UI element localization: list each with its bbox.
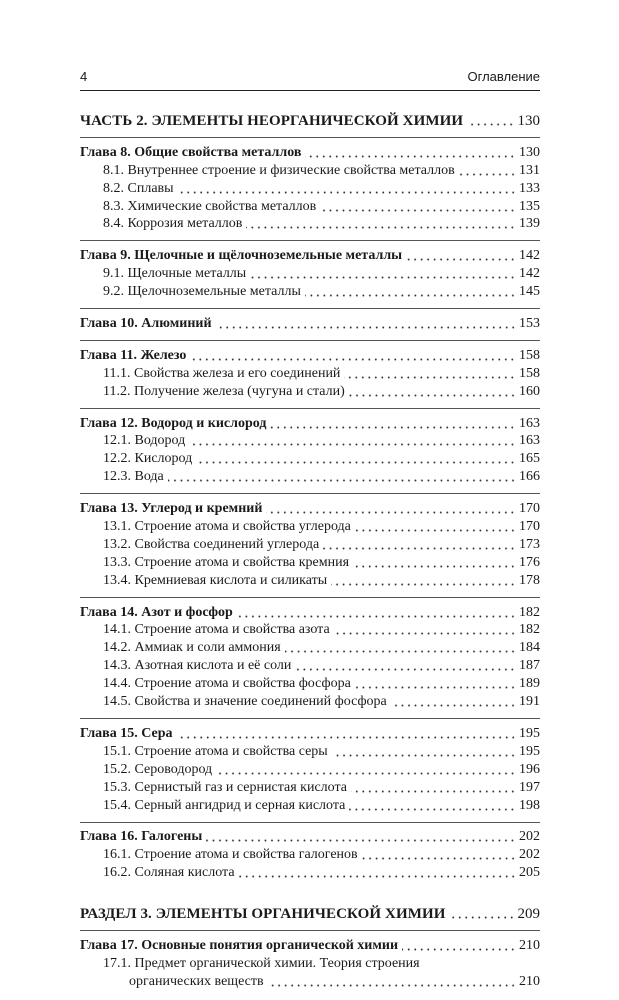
section-entry[interactable] xyxy=(80,863,540,881)
chapter-title: Глава 17. Основные понятия органической химии xyxy=(80,938,399,954)
page-ref: 158 xyxy=(519,347,540,363)
section-title: 15.3. Сернистый газ и сернистая кислота xyxy=(103,779,347,795)
section-entry[interactable] xyxy=(80,621,540,639)
section-title: 17.1. Предмет органической химии. Теория строения xyxy=(103,955,420,971)
page-ref: 130 xyxy=(517,113,540,129)
dot-leader xyxy=(295,658,516,674)
chapter-entry[interactable] xyxy=(80,499,540,517)
page-ref: 165 xyxy=(519,451,540,467)
page-ref: 209 xyxy=(517,906,540,923)
dot-leader xyxy=(189,433,516,449)
chapter-entry[interactable] xyxy=(80,828,540,846)
section-entry[interactable] xyxy=(80,161,540,179)
chapter-entry[interactable] xyxy=(80,414,540,432)
page-ref: 163 xyxy=(519,415,540,431)
page-ref: 173 xyxy=(519,536,540,552)
dot-leader xyxy=(334,622,516,638)
divider xyxy=(80,340,540,341)
section-title: 8.1. Внутреннее строение и физические свойства металлов xyxy=(103,162,455,178)
chapter-entry[interactable] xyxy=(80,346,540,364)
dot-leader xyxy=(305,145,516,161)
section-entry[interactable] xyxy=(80,282,540,300)
dot-leader xyxy=(332,744,516,760)
dot-leader xyxy=(406,248,516,264)
dot-leader xyxy=(344,366,516,382)
section-title-continued: органических веществ xyxy=(129,973,264,989)
dot-leader xyxy=(459,163,516,179)
page-ref: 142 xyxy=(519,248,540,264)
chapter-title: Глава 10. Алюминий xyxy=(80,316,212,332)
part-heading[interactable] xyxy=(80,903,540,922)
dot-leader xyxy=(349,384,516,400)
divider xyxy=(80,408,540,409)
dot-leader xyxy=(355,676,516,692)
section-entry[interactable] xyxy=(80,517,540,535)
dot-leader xyxy=(450,906,515,922)
dot-leader xyxy=(402,938,516,954)
table-of-contents xyxy=(80,110,540,990)
page-ref: 131 xyxy=(519,162,540,178)
chapter-title: Глава 15. Сера xyxy=(80,725,173,741)
dot-leader xyxy=(266,501,516,517)
section-title: 16.2. Соляная кислота xyxy=(103,865,235,881)
part-title: ЧАСТЬ 2. ЭЛЕМЕНТЫ НЕОРГАНИЧЕСКОЙ ХИМИИ xyxy=(80,113,464,129)
dot-leader xyxy=(467,113,514,129)
page-ref: 158 xyxy=(519,365,540,381)
part-heading[interactable] xyxy=(80,110,540,129)
page-ref: 205 xyxy=(519,865,540,881)
dot-leader xyxy=(349,798,516,814)
chapter-entry[interactable] xyxy=(80,143,540,161)
section-entry[interactable] xyxy=(80,535,540,553)
page-ref: 139 xyxy=(519,216,540,232)
section-title: 8.4. Коррозия металлов xyxy=(103,216,243,232)
page-ref: 170 xyxy=(519,501,540,517)
page-ref: 197 xyxy=(519,779,540,795)
section-entry[interactable] xyxy=(80,638,540,656)
page-ref: 145 xyxy=(519,284,540,300)
divider xyxy=(80,137,540,138)
dot-leader xyxy=(206,829,516,845)
section-title: 15.2. Сероводород xyxy=(103,761,213,777)
section-title: 13.4. Кремниевая кислота и силикаты xyxy=(103,572,328,588)
chapter-title: Глава 13. Углерод и кремний xyxy=(80,501,263,517)
section-title: 8.3. Химические свойства металлов xyxy=(103,198,317,214)
chapter-entry[interactable] xyxy=(80,724,540,742)
page-ref: 153 xyxy=(519,316,540,332)
page-ref: 182 xyxy=(519,622,540,638)
page-ref: 210 xyxy=(519,938,540,954)
section-title: 13.1. Строение атома и свойства углерода xyxy=(103,519,351,535)
page-ref: 187 xyxy=(519,658,540,674)
section-title: 9.2. Щелочноземельные металлы xyxy=(103,284,301,300)
dot-leader xyxy=(216,316,516,332)
section-entry[interactable] xyxy=(80,954,540,990)
dot-leader xyxy=(239,865,516,881)
section-title: 14.3. Азотная кислота и её соли xyxy=(103,658,292,674)
chapter-title: Глава 14. Азот и фосфор xyxy=(80,604,233,620)
dot-leader xyxy=(178,181,516,197)
divider xyxy=(80,718,540,719)
section-entry[interactable] xyxy=(80,215,540,233)
chapter-entry[interactable] xyxy=(80,936,540,954)
chapter-entry[interactable] xyxy=(80,246,540,264)
page-ref: 163 xyxy=(519,433,540,449)
section-title: 11.2. Получение железа (чугуна и стали) xyxy=(103,383,345,399)
section-entry[interactable] xyxy=(80,760,540,778)
page-ref: 178 xyxy=(519,572,540,588)
section-title: 11.1. Свойства железа и его соединений xyxy=(103,365,341,381)
part-title: РАЗДЕЛ 3. ЭЛЕМЕНТЫ ОРГАНИЧЕСКОЙ ХИМИИ xyxy=(80,906,446,923)
page-ref: 170 xyxy=(519,519,540,535)
section-title: 16.1. Строение атома и свойства галогенов xyxy=(103,847,358,863)
page-ref: 133 xyxy=(519,180,540,196)
chapter-entry[interactable] xyxy=(80,603,540,621)
divider xyxy=(80,493,540,494)
dot-leader xyxy=(305,284,516,300)
section-entry[interactable] xyxy=(80,845,540,863)
chapter-title: Глава 11. Железо xyxy=(80,347,187,363)
chapter-entry[interactable] xyxy=(80,314,540,332)
page-ref: 176 xyxy=(519,554,540,570)
page-ref: 210 xyxy=(519,973,540,989)
section-entry[interactable] xyxy=(80,778,540,796)
dot-leader xyxy=(250,266,516,282)
running-title: Оглавление xyxy=(467,69,540,84)
chapter-list xyxy=(80,143,540,881)
section-title: 15.1. Строение атома и свойства серы xyxy=(103,743,328,759)
dot-leader xyxy=(177,726,516,742)
page-ref: 196 xyxy=(519,761,540,777)
page-ref: 135 xyxy=(519,198,540,214)
section-title: 12.3. Вода xyxy=(103,469,164,485)
section-title: 12.1. Водород xyxy=(103,433,186,449)
page-ref: 198 xyxy=(519,797,540,813)
dot-leader xyxy=(246,216,516,232)
dot-leader xyxy=(323,537,516,553)
section-title: 14.2. Аммиак и соли аммония xyxy=(103,640,281,656)
section-entry[interactable] xyxy=(80,449,540,467)
section-entry[interactable] xyxy=(80,179,540,197)
section-entry[interactable] xyxy=(80,674,540,692)
section-title: 12.2. Кислород xyxy=(103,451,193,467)
dot-leader xyxy=(196,451,516,467)
dot-leader xyxy=(355,519,516,535)
dot-leader xyxy=(391,694,516,710)
section-entry[interactable] xyxy=(80,692,540,710)
section-title: 14.1. Строение атома и свойства азота xyxy=(103,622,330,638)
page-ref: 182 xyxy=(519,604,540,620)
dot-leader xyxy=(320,199,516,215)
chapter-title: Глава 12. Водород и кислород xyxy=(80,415,267,431)
chapter-title: Глава 16. Галогены xyxy=(80,829,203,845)
page-ref: 142 xyxy=(519,266,540,282)
section-entry[interactable] xyxy=(80,553,540,571)
divider xyxy=(80,930,540,931)
dot-leader xyxy=(351,780,516,796)
page-ref: 166 xyxy=(519,469,540,485)
divider xyxy=(80,822,540,823)
page-ref: 202 xyxy=(519,829,540,845)
section-entry[interactable] xyxy=(80,432,540,450)
chapter-title: Глава 9. Щелочные и щёлочноземельные металлы xyxy=(80,248,403,264)
dot-leader xyxy=(270,416,516,432)
page-ref: 191 xyxy=(519,694,540,710)
chapter-title: Глава 8. Общие свойства металлов xyxy=(80,144,302,160)
section-title: 9.1. Щелочные металлы xyxy=(103,266,247,282)
section-entry[interactable] xyxy=(80,264,540,282)
section-title: 14.5. Свойства и значение соединений фосфора xyxy=(103,694,387,710)
page-number: 4 xyxy=(80,69,88,84)
page-ref: 184 xyxy=(519,640,540,656)
dot-leader xyxy=(331,573,516,589)
dot-leader xyxy=(268,974,516,990)
section-title: 13.3. Строение атома и свойства кремния xyxy=(103,554,350,570)
section-title: 15.4. Серный ангидрид и серная кислота xyxy=(103,797,346,813)
page-ref: 160 xyxy=(519,383,540,399)
dot-leader xyxy=(216,762,516,778)
dot-leader xyxy=(237,605,516,621)
dot-leader xyxy=(168,469,516,485)
divider xyxy=(80,597,540,598)
page-ref: 202 xyxy=(519,847,540,863)
page-ref: 189 xyxy=(519,676,540,692)
page-ref: 195 xyxy=(519,725,540,741)
running-header xyxy=(80,68,540,91)
divider xyxy=(80,308,540,309)
page-ref: 195 xyxy=(519,743,540,759)
section-title: 14.4. Строение атома и свойства фосфора xyxy=(103,676,351,692)
divider xyxy=(80,240,540,241)
section-entry[interactable] xyxy=(80,467,540,485)
section-entry[interactable] xyxy=(80,571,540,589)
section-entry[interactable] xyxy=(80,197,540,215)
page-ref: 130 xyxy=(519,144,540,160)
section-entry[interactable] xyxy=(80,364,540,382)
section-entry[interactable] xyxy=(80,796,540,814)
dot-leader xyxy=(190,348,516,364)
dot-leader xyxy=(285,640,516,656)
section-entry[interactable] xyxy=(80,742,540,760)
section-entry[interactable] xyxy=(80,382,540,400)
section-title: 8.2. Сплавы xyxy=(103,180,174,196)
section-entry[interactable] xyxy=(80,656,540,674)
dot-leader xyxy=(353,555,516,571)
dot-leader xyxy=(362,847,516,863)
section-title: 13.2. Свойства соединений углерода xyxy=(103,536,320,552)
